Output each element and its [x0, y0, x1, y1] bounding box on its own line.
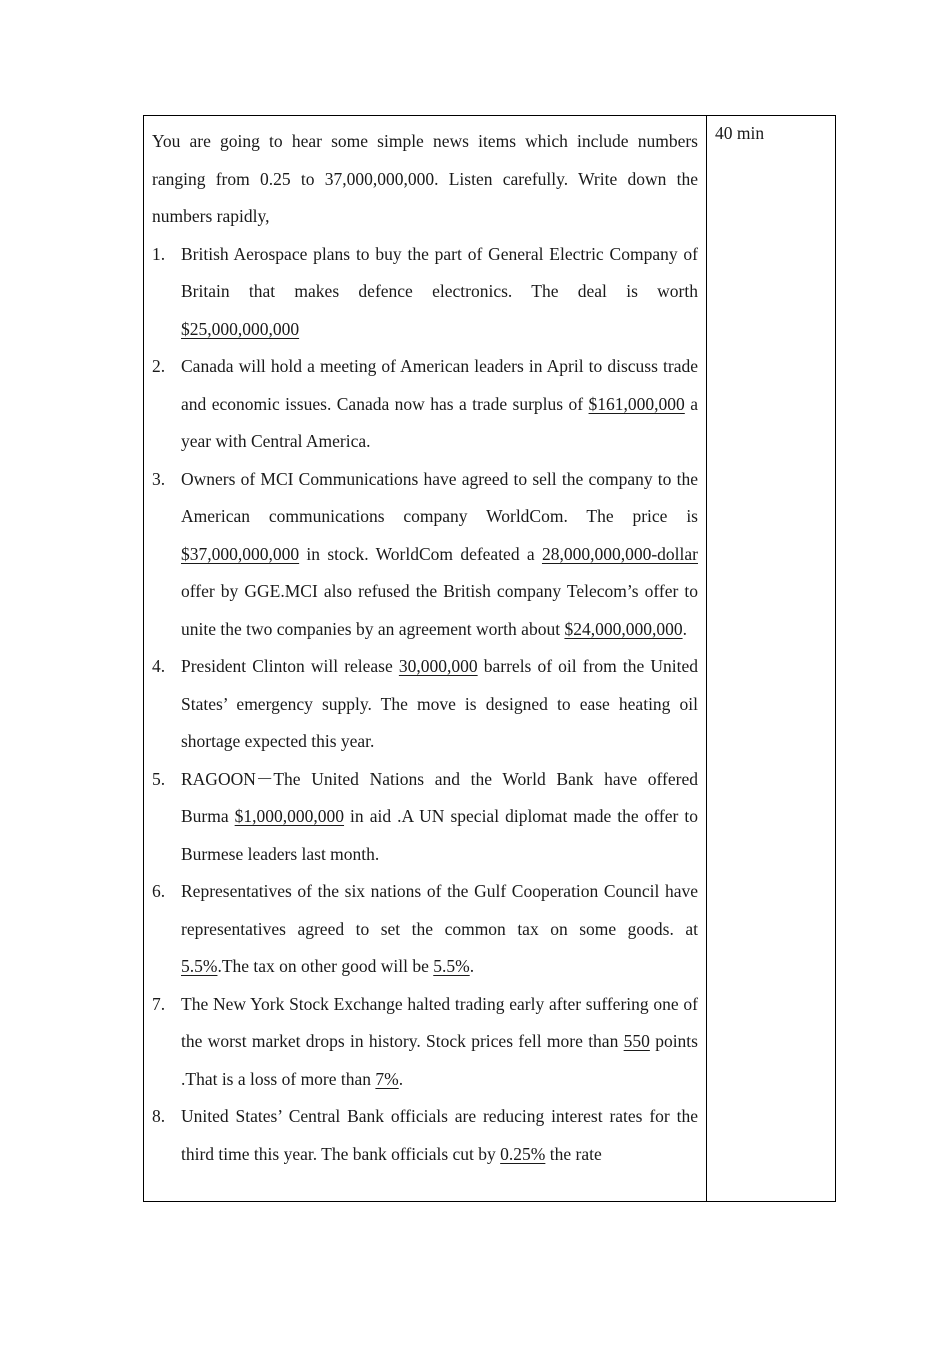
- item-number: 1.: [152, 243, 166, 264]
- list-item: [152, 873, 698, 986]
- item-text: .The tax on other good will be: [217, 956, 434, 976]
- item-text: offer by GGE.MCI also refused the British company Telecom’s offer to unite the two companies by an agreement worth about: [181, 581, 698, 639]
- answer-number: 5.5%: [181, 956, 218, 976]
- news-items-list: [152, 236, 698, 1174]
- answer-number: 550: [623, 1031, 650, 1051]
- item-number: 8.: [152, 1106, 166, 1126]
- item-text: RAGOON－The United Nations and the World Bank have offered Burma: [181, 768, 698, 826]
- item-text: .: [682, 618, 687, 639]
- list-item: [152, 236, 698, 349]
- item-text: Owners of MCI Communications have agreed to sell the company to the American communications company WorldCom. The price is: [181, 468, 698, 526]
- answer-number: $1,000,000,000: [234, 806, 345, 826]
- intro-text: You are going to hear some simple news items which include numbers ranging from 0.25 to 37,000,000,000. Listen carefully. Write down the numbers rapidly,: [152, 131, 698, 226]
- item-text: the rate: [545, 1143, 602, 1164]
- answer-number: 7%: [375, 1068, 399, 1089]
- content-cell: [144, 116, 707, 1201]
- answer-number: $25,000,000,000: [181, 318, 300, 339]
- answer-number: $37,000,000,000: [181, 543, 300, 564]
- item-number: 7.: [152, 993, 166, 1014]
- item-text: .: [398, 1068, 404, 1089]
- list-item: [152, 1098, 698, 1173]
- item-number: 6.: [152, 881, 166, 901]
- time-label: 40 min: [715, 123, 765, 143]
- list-item: [152, 461, 698, 649]
- item-text: The New York Stock Exchange halted trading early after suffering one of the worst market drops in history. Stock prices fell more than: [181, 993, 698, 1051]
- answer-number: 28,000,000,000-dollar: [541, 543, 698, 564]
- list-item: [152, 761, 698, 874]
- item-text: points .That is a loss of more than: [181, 1031, 698, 1089]
- item-text: United States’ Central Bank officials are reducing interest rates for the third time this year. The bank officials cut by: [181, 1106, 698, 1164]
- item-number: 5.: [152, 768, 166, 789]
- list-item: [152, 348, 698, 461]
- lesson-table: [143, 115, 836, 1202]
- list-item: [152, 648, 698, 761]
- item-text: Representatives of the six nations of the Gulf Cooperation Council have representatives agreed to set the common tax on some goods. at: [181, 881, 698, 939]
- item-text: .: [469, 956, 475, 976]
- item-number: 4.: [152, 656, 166, 676]
- item-text: Canada will hold a meeting of American leaders in April to discuss trade and economic issues. Canada now has a trade surplus of: [181, 356, 698, 414]
- answer-number: $24,000,000,000: [564, 618, 683, 639]
- item-number: 3.: [152, 468, 166, 489]
- answer-number: 0.25%: [500, 1143, 546, 1164]
- item-number: 2.: [152, 356, 166, 376]
- item-text: in aid .A UN special diplomat made the offer to Burmese leaders last month.: [181, 806, 698, 864]
- time-cell: [707, 116, 835, 1201]
- answer-number: 5.5%: [433, 956, 470, 976]
- list-item: [152, 986, 698, 1099]
- item-text: in stock. WorldCom defeated a: [299, 543, 542, 564]
- item-text: a year with Central America.: [181, 393, 698, 451]
- answer-number: 30,000,000: [398, 656, 478, 676]
- answer-number: $161,000,000: [588, 393, 685, 414]
- item-text: barrels of oil from the United States’ emergency supply. The move is designed to ease heating oil shortage expected this year.: [181, 656, 698, 751]
- item-text: British Aerospace plans to buy the part of General Electric Company of Britain that makes defence electronics. The deal is worth: [181, 243, 698, 301]
- item-text: President Clinton will release: [181, 656, 399, 676]
